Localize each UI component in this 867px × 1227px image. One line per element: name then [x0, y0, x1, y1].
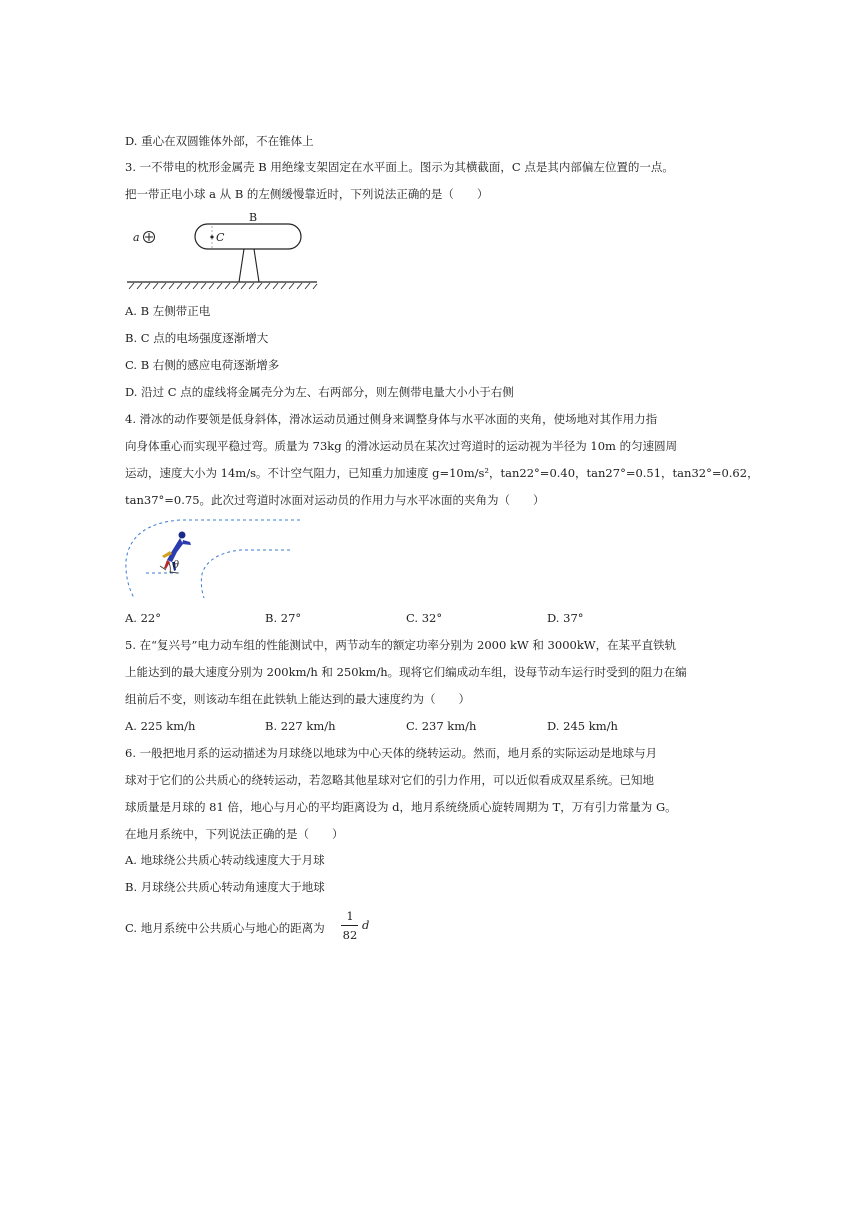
- q4-option-b: B. 27°: [265, 611, 302, 625]
- q5-option-a: A. 225 km/h: [125, 719, 196, 733]
- fraction-variable: d: [362, 918, 370, 932]
- q5-option-d: D. 245 km/h: [547, 719, 618, 733]
- q5-stem-line-1: 5. 在“复兴号”电力动车组的性能测试中，两节动车的额定功率分别为 2000 kW 和 3000kW，在某平直铁轨: [125, 638, 677, 652]
- q6-stem-line-3: 球质量是月球的 81 倍，地心与月心的平均距离设为 d，地月系统绕质心旋转周期为 T，万有引力常量为 G。: [125, 800, 677, 814]
- q3-label-c: C: [216, 231, 225, 244]
- q4-stem-line-1: 4. 滑冰的动作要领是低身斜体，滑冰运动员通过侧身来调整身体与水平冰面的夹角，使场地对其作用力指: [125, 412, 658, 426]
- q5-stem-line-3: 组前后不变，则该动车组在此铁轨上能达到的最大速度约为（ ）: [125, 692, 470, 706]
- q6-option-c-fraction: [340, 909, 380, 949]
- q6-option-c: C. 地月系统中公共质心与地心的距离为: [125, 921, 325, 935]
- q4-option-a: A. 22°: [125, 611, 161, 625]
- fraction-denominator: 82: [342, 928, 358, 942]
- angle-arc: [169, 563, 170, 573]
- q3-label-b: B: [249, 211, 258, 224]
- q3-option-d: D. 沿过 C 点的虚线将金属壳分为左、右两部分，则左侧带电量大小小于右侧: [125, 385, 514, 399]
- q3-stem-line-2: 把一带正电小球 a 从 B 的左侧缓慢靠近时，下列说法正确的是（ ）: [125, 187, 489, 201]
- q5-option-b: B. 227 km/h: [265, 719, 336, 733]
- q6-stem-line-4: 在地月系统中，下列说法正确的是（ ）: [125, 827, 344, 841]
- q4-figure-skater: [120, 516, 310, 600]
- insulating-stand-right: [254, 249, 259, 282]
- fraction-bar: [341, 925, 358, 926]
- q4-stem-line-4: tan37°=0.75。此次过弯道时冰面对运动员的作用力与水平冰面的夹角为（ ）: [125, 493, 545, 507]
- inner-track-curve: [201, 550, 290, 598]
- ground-hatch: [129, 283, 317, 289]
- q4-stem-line-2: 向身体重心而实现平稳过弯。质量为 73kg 的滑冰运动员在某次过弯道时的运动视为半径为 10m 的匀速圆周: [125, 439, 678, 453]
- q3-option-b: B. C 点的电场强度逐渐增大: [125, 331, 269, 345]
- q6-stem-line-2: 球对于它们的公共质心的绕转运动，若忽略其他星球对它们的引力作用，可以近似看成双星系统。已知地: [125, 773, 654, 787]
- q6-option-a: A. 地球绕公共质心转动线速度大于月球: [125, 853, 325, 867]
- q3-label-a: a: [133, 231, 140, 244]
- insulating-stand-left: [239, 249, 244, 282]
- q6-stem-line-1: 6. 一般把地月系的运动描述为月球绕以地球为中心天体的绕转运动。然而，地月系的实际运动是地球与月: [125, 746, 658, 760]
- q3-option-c: C. B 右侧的感应电荷逐渐增多: [125, 358, 280, 372]
- q3-figure-pillow-shell: [125, 206, 325, 292]
- q4-label-theta: θ: [173, 560, 180, 571]
- q2-option-d: D. 重心在双圆锥体外部，不在锥体上: [125, 134, 314, 148]
- fraction-numerator: 1: [346, 909, 354, 923]
- q3-option-a: A. B 左侧带正电: [125, 304, 211, 318]
- q5-option-c: C. 237 km/h: [406, 719, 477, 733]
- q5-stem-line-2: 上能达到的最大速度分别为 200km/h 和 250km/h。现将它们编成动车组，设每节动车运行时受到的阻力在编: [125, 665, 687, 679]
- q4-option-c: C. 32°: [406, 611, 443, 625]
- q3-stem-line-1: 3. 一不带电的枕形金属壳 B 用绝缘支架固定在水平面上。图示为其横截面，C 点是其内部偏左位置的一点。: [125, 160, 674, 174]
- q6-option-b: B. 月球绕公共质心转动角速度大于地球: [125, 880, 325, 894]
- q4-option-d: D. 37°: [547, 611, 584, 625]
- q4-stem-line-3: 运动，速度大小为 14m/s。不计空气阻力，已知重力加速度 g=10m/s²，tan22°=0.40，tan27°=0.51，tan32°=0.62，: [125, 466, 759, 480]
